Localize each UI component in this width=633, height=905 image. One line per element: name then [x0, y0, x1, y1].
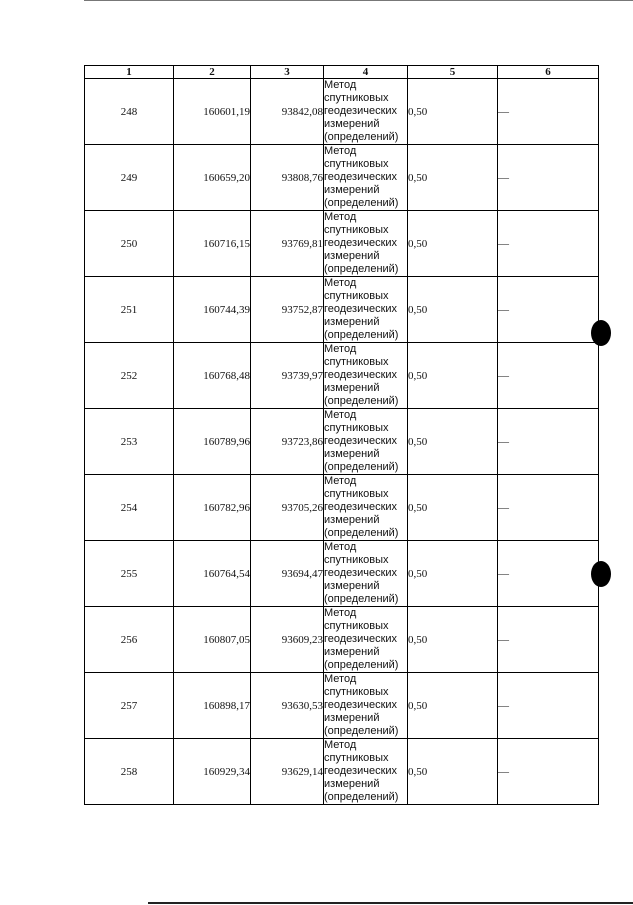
method-line: измерений: [324, 448, 380, 460]
method-line: измерений: [324, 184, 380, 196]
method-line: геодезических: [324, 105, 398, 117]
x-coordinate-cell: 160744,39: [174, 277, 251, 343]
method-line: геодезических: [324, 501, 398, 513]
accuracy-cell: 0,50: [408, 409, 498, 475]
column-header-3: 3: [251, 66, 324, 79]
note-cell: —: [498, 343, 599, 409]
y-coordinate-cell: 93694,47: [251, 541, 324, 607]
column-header-1: 1: [85, 66, 174, 79]
x-coordinate-cell: 160898,17: [174, 673, 251, 739]
method-line: измерений: [324, 316, 380, 328]
method-line: Метод: [324, 475, 357, 487]
y-coordinate-cell: 93842,08: [251, 79, 324, 145]
table-body: [85, 79, 599, 805]
method-cell: [324, 673, 408, 739]
x-coordinate-cell: 160659,20: [174, 145, 251, 211]
accuracy-cell: 0,50: [408, 541, 498, 607]
method-line: Метод: [324, 607, 357, 619]
method-line: измерений: [324, 580, 380, 592]
method-line: геодезических: [324, 369, 398, 381]
method-cell: [324, 79, 408, 145]
table-row: [85, 739, 599, 805]
method-line: Метод: [324, 673, 357, 685]
method-line: Метод: [324, 343, 357, 355]
accuracy-cell: 0,50: [408, 607, 498, 673]
table-row: [85, 343, 599, 409]
method-cell: [324, 607, 408, 673]
method-line: (определений): [324, 659, 399, 671]
note-cell: —: [498, 409, 599, 475]
method-line: спутниковых: [324, 92, 389, 104]
method-line: спутниковых: [324, 158, 389, 170]
method-line: спутниковых: [324, 290, 389, 302]
point-number-cell: 254: [85, 475, 174, 541]
column-header-6: 6: [498, 66, 599, 79]
y-coordinate-cell: 93723,86: [251, 409, 324, 475]
note-cell: —: [498, 541, 599, 607]
method-line: спутниковых: [324, 224, 389, 236]
method-line: (определений): [324, 197, 399, 209]
table-row: [85, 541, 599, 607]
point-number-cell: 255: [85, 541, 174, 607]
method-line: (определений): [324, 461, 399, 473]
point-number-cell: 248: [85, 79, 174, 145]
page-bottom-rule: [148, 902, 633, 904]
method-line: спутниковых: [324, 554, 389, 566]
method-line: измерений: [324, 646, 380, 658]
column-header-2: 2: [174, 66, 251, 79]
method-cell: [324, 409, 408, 475]
note-cell: —: [498, 145, 599, 211]
method-cell: [324, 541, 408, 607]
table-row: [85, 277, 599, 343]
method-line: (определений): [324, 395, 399, 407]
method-line: измерений: [324, 712, 380, 724]
accuracy-cell: 0,50: [408, 673, 498, 739]
method-cell: [324, 145, 408, 211]
method-line: геодезических: [324, 303, 398, 315]
method-line: Метод: [324, 79, 357, 91]
method-cell: [324, 343, 408, 409]
table-row: [85, 145, 599, 211]
accuracy-cell: 0,50: [408, 475, 498, 541]
y-coordinate-cell: 93609,23: [251, 607, 324, 673]
point-number-cell: 251: [85, 277, 174, 343]
column-header-4: 4: [324, 66, 408, 79]
table-row: [85, 607, 599, 673]
method-line: измерений: [324, 118, 380, 130]
table-row: [85, 409, 599, 475]
y-coordinate-cell: 93630,53: [251, 673, 324, 739]
method-line: измерений: [324, 250, 380, 262]
method-line: геодезических: [324, 699, 398, 711]
header-row: [85, 66, 599, 79]
method-cell: [324, 475, 408, 541]
method-line: (определений): [324, 131, 399, 143]
method-line: Метод: [324, 277, 357, 289]
table-row: [85, 475, 599, 541]
point-number-cell: 249: [85, 145, 174, 211]
y-coordinate-cell: 93752,87: [251, 277, 324, 343]
method-line: Метод: [324, 541, 357, 553]
method-line: Метод: [324, 145, 357, 157]
method-line: измерений: [324, 382, 380, 394]
x-coordinate-cell: 160929,34: [174, 739, 251, 805]
point-number-cell: 253: [85, 409, 174, 475]
accuracy-cell: 0,50: [408, 211, 498, 277]
table-row: [85, 79, 599, 145]
method-line: спутниковых: [324, 422, 389, 434]
table-row: [85, 673, 599, 739]
x-coordinate-cell: 160768,48: [174, 343, 251, 409]
column-header-5: 5: [408, 66, 498, 79]
x-coordinate-cell: 160716,15: [174, 211, 251, 277]
y-coordinate-cell: 93769,81: [251, 211, 324, 277]
y-coordinate-cell: 93739,97: [251, 343, 324, 409]
method-line: геодезических: [324, 237, 398, 249]
accuracy-cell: 0,50: [408, 145, 498, 211]
note-cell: —: [498, 79, 599, 145]
method-cell: [324, 277, 408, 343]
method-line: измерений: [324, 514, 380, 526]
method-line: Метод: [324, 409, 357, 421]
note-cell: —: [498, 607, 599, 673]
method-line: геодезических: [324, 567, 398, 579]
accuracy-cell: 0,50: [408, 277, 498, 343]
method-cell: [324, 211, 408, 277]
y-coordinate-cell: 93705,26: [251, 475, 324, 541]
method-line: (определений): [324, 791, 399, 803]
coordinates-table: [84, 65, 599, 805]
method-line: измерений: [324, 778, 380, 790]
y-coordinate-cell: 93808,76: [251, 145, 324, 211]
note-cell: —: [498, 475, 599, 541]
note-cell: —: [498, 673, 599, 739]
method-line: (определений): [324, 263, 399, 275]
x-coordinate-cell: 160782,96: [174, 475, 251, 541]
point-number-cell: 252: [85, 343, 174, 409]
point-number-cell: 257: [85, 673, 174, 739]
page-top-rule: [84, 0, 633, 1]
point-number-cell: 256: [85, 607, 174, 673]
note-cell: —: [498, 211, 599, 277]
method-line: Метод: [324, 211, 357, 223]
table-row: [85, 211, 599, 277]
method-line: (определений): [324, 593, 399, 605]
method-line: геодезических: [324, 435, 398, 447]
y-coordinate-cell: 93629,14: [251, 739, 324, 805]
note-cell: —: [498, 277, 599, 343]
method-line: геодезических: [324, 765, 398, 777]
method-line: спутниковых: [324, 752, 389, 764]
method-line: (определений): [324, 329, 399, 341]
note-cell: —: [498, 739, 599, 805]
x-coordinate-cell: 160764,54: [174, 541, 251, 607]
method-line: (определений): [324, 527, 399, 539]
point-number-cell: 258: [85, 739, 174, 805]
method-cell: [324, 739, 408, 805]
accuracy-cell: 0,50: [408, 79, 498, 145]
x-coordinate-cell: 160601,19: [174, 79, 251, 145]
x-coordinate-cell: 160789,96: [174, 409, 251, 475]
x-coordinate-cell: 160807,05: [174, 607, 251, 673]
accuracy-cell: 0,50: [408, 739, 498, 805]
method-line: спутниковых: [324, 686, 389, 698]
method-line: Метод: [324, 739, 357, 751]
accuracy-cell: 0,50: [408, 343, 498, 409]
method-line: спутниковых: [324, 356, 389, 368]
method-line: геодезических: [324, 171, 398, 183]
method-line: спутниковых: [324, 620, 389, 632]
method-line: геодезических: [324, 633, 398, 645]
method-line: (определений): [324, 725, 399, 737]
method-line: спутниковых: [324, 488, 389, 500]
point-number-cell: 250: [85, 211, 174, 277]
